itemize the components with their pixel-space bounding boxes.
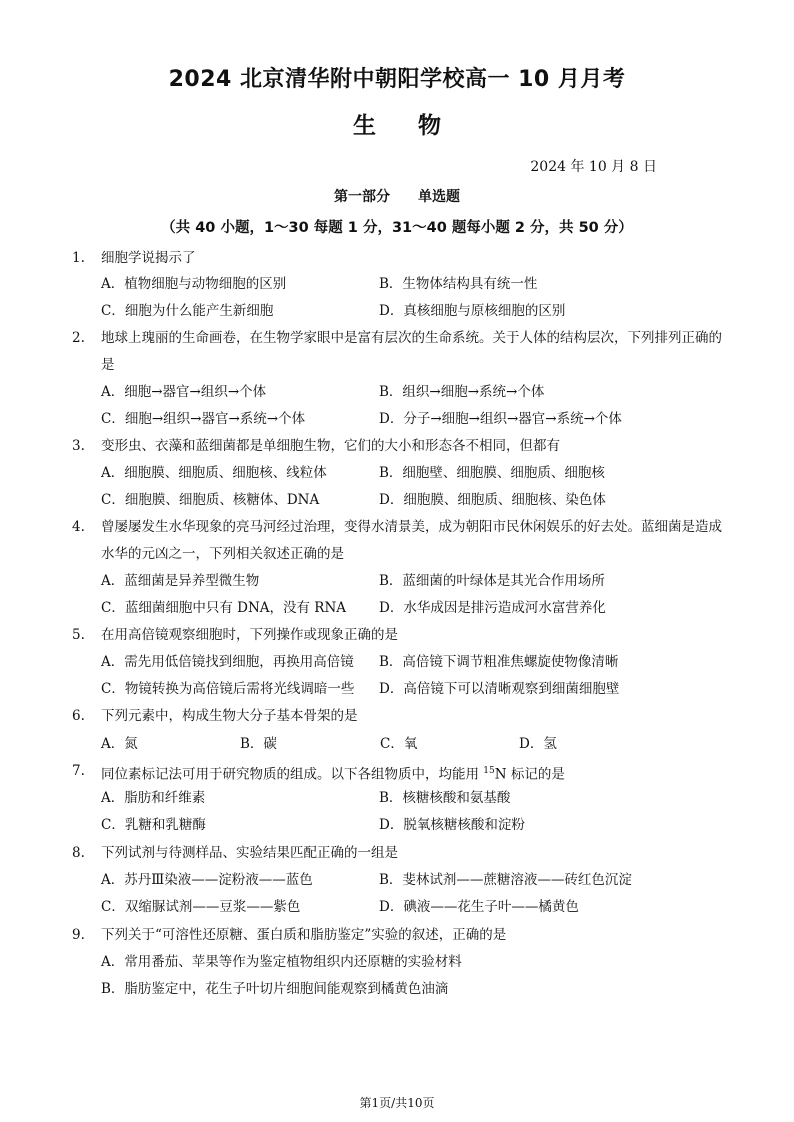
question-number: 6. xyxy=(72,708,85,724)
page-number: 第1页/共10页 xyxy=(359,1096,435,1110)
option-b: B．碳 xyxy=(240,736,277,752)
option-a: A．细胞→器官→组织→个体 xyxy=(101,384,267,400)
question-stem: 下列元素中，构成生物大分子基本骨架的是 xyxy=(101,708,358,724)
option-a: A．细胞膜、细胞质、细胞核、线粒体 xyxy=(101,465,327,481)
option-c: C．物镜转换为高倍镜后需将光线调暗一些 xyxy=(101,681,355,697)
option-c: C．细胞→组织→器官→系统→个体 xyxy=(101,411,306,427)
option-a: A．常用番茄、苹果等作为鉴定植物组织内还原糖的实验材料 xyxy=(101,954,462,970)
question-stem: 曾屡屡发生水华现象的亮马河经过治理，变得水清景美，成为朝阳市民休闲娱乐的好去处。蓝细菌是造成水华的元凶之一，下列相关叙述正确的是 xyxy=(101,519,722,562)
option-b: B．核糖核酸和氨基酸 xyxy=(379,790,511,806)
subject-title: 生物 xyxy=(353,113,483,139)
question-stem: 在用高倍镜观察细胞时，下列操作或现象正确的是 xyxy=(101,627,398,643)
section-note: （共 40 小题，1～30 每题 1 分，31～40 题每小题 2 分，共 50 分） xyxy=(161,220,633,236)
question-stem: 细胞学说揭示了 xyxy=(101,250,196,266)
option-c: C．乳糖和乳糖酶 xyxy=(101,817,206,833)
question-number: 3. xyxy=(72,438,85,454)
option-d: D．氢 xyxy=(519,736,557,752)
question-stem: 地球上瑰丽的生命画卷，在生物学家眼中是富有层次的生命系统。关于人体的结构层次，下列排列正确的是 xyxy=(101,330,722,373)
question-number: 9. xyxy=(72,927,85,943)
option-c: C．蓝细菌细胞中只有 DNA，没有 RNA xyxy=(101,600,347,616)
option-b: B．高倍镜下调节粗准焦螺旋使物像清晰 xyxy=(379,654,619,670)
question-stem: 下列试剂与待测样品、实验结果匹配正确的一组是 xyxy=(101,845,398,861)
option-b: B．细胞壁、细胞膜、细胞质、细胞核 xyxy=(379,465,605,481)
option-a: A．苏丹Ⅲ染液——淀粉液——蓝色 xyxy=(101,872,313,888)
exam-date: 2024 年 10 月 8 日 xyxy=(530,159,657,175)
option-d: D．高倍镜下可以清晰观察到细菌细胞壁 xyxy=(379,681,620,697)
option-c: C．细胞为什么能产生新细胞 xyxy=(101,303,274,319)
question-number: 5. xyxy=(72,627,85,643)
question-number: 7. xyxy=(72,763,85,779)
option-b: B．斐林试剂——蔗糖溶液——砖红色沉淀 xyxy=(379,872,632,888)
option-d: D．碘液——花生子叶——橘黄色 xyxy=(379,899,579,915)
section-heading xyxy=(0,186,794,206)
option-c: C．双缩脲试剂——豆浆——紫色 xyxy=(101,899,301,915)
option-b: B．脂肪鉴定中，花生子叶切片细胞间能观察到橘黄色油滴 xyxy=(101,981,449,997)
option-a: A．植物细胞与动物细胞的区别 xyxy=(101,276,287,292)
option-a: A．需先用低倍镜找到细胞，再换用高倍镜 xyxy=(101,654,354,670)
option-c: C．氧 xyxy=(380,736,418,752)
option-d: D．分子→细胞→组织→器官→系统→个体 xyxy=(379,411,622,427)
section-part: 第一部分 xyxy=(334,189,390,205)
option-b: B．生物体结构具有统一性 xyxy=(379,276,538,292)
option-b: B．蓝细菌的叶绿体是其光合作用场所 xyxy=(379,573,605,589)
question-number: 8. xyxy=(72,845,85,861)
option-a: A．脂肪和纤维素 xyxy=(101,790,206,806)
question-number: 2. xyxy=(72,330,85,346)
option-d: D．细胞膜、细胞质、细胞核、染色体 xyxy=(379,492,606,508)
option-d: D．脱氧核糖核酸和淀粉 xyxy=(379,817,525,833)
isotope-mass-number: 15 xyxy=(483,766,495,776)
question-stem: 同位素标记法可用于研究物质的组成。以下各组物质中，均能用 $^{15}$N 标记的是 xyxy=(101,766,565,783)
question-number: 4. xyxy=(72,519,85,535)
exam-title: 2024 北京清华附中朝阳学校高一 10 月月考 xyxy=(168,67,626,92)
question-stem: 下列关于“可溶性还原糖、蛋白质和脂肪鉴定”实验的叙述，正确的是 xyxy=(101,927,507,943)
question-number: 1. xyxy=(72,250,85,266)
option-a: A．氮 xyxy=(101,736,138,752)
option-a: A．蓝细菌是异养型微生物 xyxy=(101,573,260,589)
option-d: D．真核细胞与原核细胞的区别 xyxy=(379,303,566,319)
question-stem: 变形虫、衣藻和蓝细菌都是单细胞生物，它们的大小和形态各不相同，但都有 xyxy=(101,438,560,454)
section-type: 单选题 xyxy=(418,189,460,205)
option-b: B．组织→细胞→系统→个体 xyxy=(379,384,545,400)
option-d: D．水华成因是排污造成河水富营养化 xyxy=(379,600,606,616)
option-c: C．细胞膜、细胞质、核糖体、DNA xyxy=(101,492,320,508)
